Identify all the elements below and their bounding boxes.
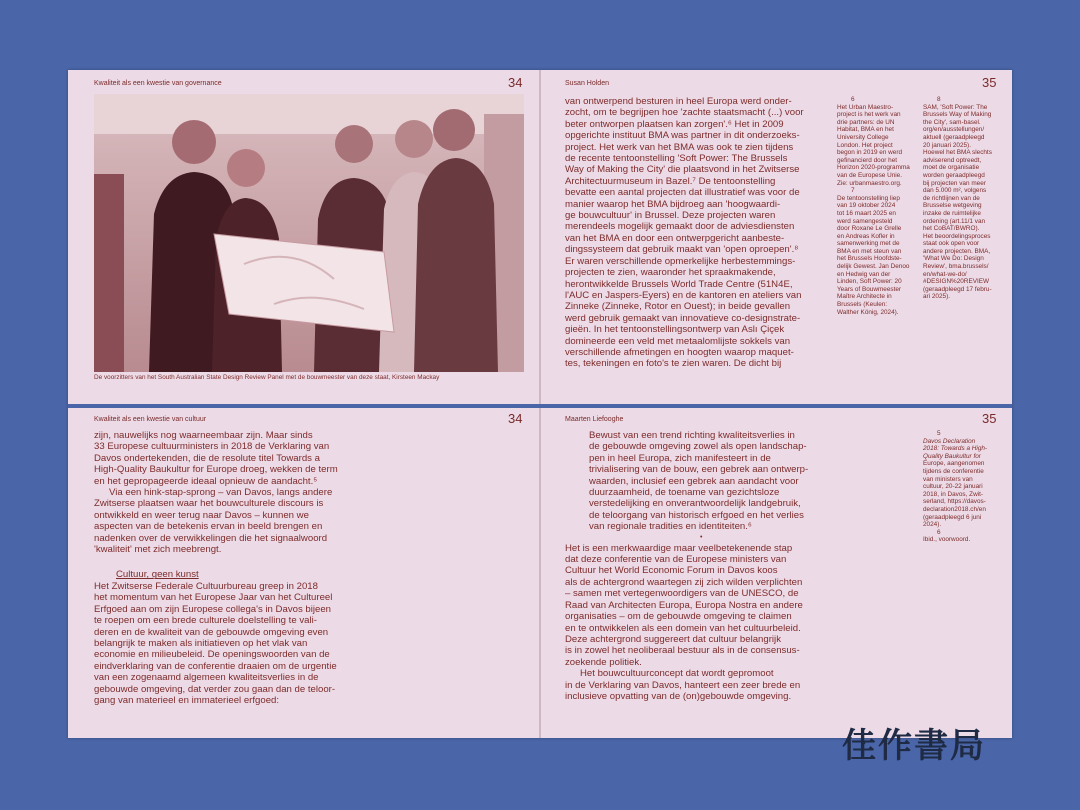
page-number: 35 bbox=[982, 75, 997, 90]
note-line: Habitat, BMA en het bbox=[837, 126, 894, 134]
text-line: Raad van Architecten Europa, Europa Nostra en andere bbox=[565, 599, 803, 611]
note-line: begon in 2019 en werd bbox=[837, 149, 903, 157]
running-head: Susan Holden bbox=[565, 80, 609, 87]
note-line: andere projecten. BMA, bbox=[923, 247, 991, 255]
footnotes-column bbox=[923, 430, 1009, 544]
text-line: Het is een merkwaardige maar veelbetekenende stap bbox=[565, 542, 793, 554]
text-line: en te ontwikkelen als een domein van het cultuurbeleid. bbox=[565, 622, 801, 634]
note-line: Review', bma.brussels/ bbox=[923, 263, 989, 271]
note-line: 5 bbox=[937, 430, 941, 437]
text-line: werd gebruik gemaakt van innovatieve co-designstrate- bbox=[565, 312, 801, 324]
note-line: 6 bbox=[851, 96, 855, 103]
text-line: verschillende afmetingen en hoogten waarop maquet- bbox=[565, 346, 794, 358]
note-line: De tentoonstelling liep bbox=[837, 194, 900, 202]
note-line: Het Urban Maestro- bbox=[837, 103, 894, 111]
text-line: l'AUC en Jaspers-Eyers) en de kantoren en ateliers van bbox=[565, 289, 802, 301]
running-head: Kwaliteit als een kwestie van cultuur bbox=[94, 416, 207, 423]
text-line: belangrijk te maken als initiatieven op het vlak van bbox=[94, 637, 308, 649]
footnotes-column-a bbox=[837, 96, 921, 316]
book-spread bbox=[68, 70, 1012, 738]
note-line: van de Europese Unie. bbox=[837, 171, 903, 179]
note-line: het Brussels Hoofdste- bbox=[837, 255, 902, 263]
body-text bbox=[565, 96, 835, 370]
text-line: merendeels mogelijk gemaakt door de adviesdiensten bbox=[565, 221, 795, 233]
photo-illustration bbox=[94, 94, 524, 372]
note-line: en/what-we-do/ bbox=[923, 270, 967, 278]
body-text bbox=[94, 430, 384, 706]
text-line: de recente tentoonstelling 'Soft Power: The Brussels bbox=[565, 153, 788, 165]
note-line: the City', sam-basel. bbox=[923, 118, 981, 126]
note-line: Years of Bouwmeester bbox=[837, 285, 902, 293]
text-line: de teloorgang van historisch erfgoed en het verlies bbox=[589, 509, 804, 521]
note-line: adviserend optreedt, bbox=[923, 156, 982, 164]
note-line: Maître Architecte in bbox=[837, 293, 892, 301]
note-line: door Roxane Le Grelle bbox=[837, 225, 902, 233]
text-line: in de Verklaring van Davos, hanteert een zeer brede en bbox=[565, 679, 801, 691]
note-line: 2018: Towards a High- bbox=[923, 445, 988, 453]
text-line: ge bouwcultuur' in Brussel. Deze projecten waren bbox=[565, 210, 776, 222]
note-line: van ministers van bbox=[923, 475, 973, 483]
text-line: en het gepropageerde ideaal opnieuw de aandacht.⁵ bbox=[94, 475, 318, 487]
text-line: gebouwde omgeving, dat verder zou gaan dan de teloor- bbox=[94, 683, 336, 695]
text-line: Way of Making the City' die plaatsvond in het Zwitserse bbox=[565, 164, 800, 176]
note-line: Brussels Way of Making bbox=[923, 111, 992, 119]
text-line: Bewust van een trend richting kwaliteitsverlies in bbox=[589, 430, 795, 441]
note-line: aktuell (geraadpleegd bbox=[923, 133, 985, 141]
section-separator: • bbox=[700, 533, 703, 541]
text-line: 'kwaliteit' met zich meebrengt. bbox=[94, 544, 222, 556]
text-line: Via een hink-stap-sprong – van Davos, langs andere bbox=[109, 487, 333, 499]
text-line: Zinneke (Zinneke, Rotor en Ouest); in beide gevallen bbox=[565, 301, 791, 313]
note-line: 'What We Do: Design bbox=[923, 255, 984, 263]
text-line: Erfgoed aan om zijn Europese collega's in Davos bijeen bbox=[94, 603, 332, 615]
text-line: opgerichte instituut BMA was partner in dit onderzoeks- bbox=[565, 130, 800, 142]
note-line: project is het werk van bbox=[837, 111, 901, 119]
note-line: 8 bbox=[937, 96, 941, 103]
bookstore-watermark: 佳作書局 bbox=[842, 726, 986, 766]
text-line: de gebouwde omgeving zowel als open landschap- bbox=[589, 441, 807, 453]
page-number: 34 bbox=[508, 411, 523, 426]
text-line: als de achtergrond waartegen zij zich wilden verplichten bbox=[565, 576, 803, 588]
text-line: tes, tekeningen en foto's te zien waren. De dicht bij bbox=[565, 358, 782, 370]
note-line: dan 5.000 m², volgens bbox=[923, 187, 987, 195]
text-line: zocht, om te begrijpen hoe 'zachte staatsmacht (...) voor bbox=[565, 107, 804, 119]
note-line: en Andreas Kofler in bbox=[837, 232, 895, 240]
note-line: 20 januari 2025). bbox=[923, 141, 971, 149]
note-line: serland, https://davos- bbox=[923, 498, 986, 506]
text-line: pen in heel Europa, zich manifesteert in de bbox=[589, 452, 771, 464]
note-line: Linden, Soft Power: 20 bbox=[837, 278, 902, 286]
text-line: 33 Europese cultuurministers in 2018 de Verklaring van bbox=[94, 441, 330, 453]
note-line: worden geraadpleegd bbox=[923, 171, 985, 179]
text-line: – samen met vertegenwoordigers van de UNESCO, de bbox=[565, 588, 799, 600]
text-line: het momentum van het Europese Jaar van het Cultureel bbox=[94, 592, 333, 604]
text-line: Davos ondertekenden, die de resolute titel Towards a bbox=[94, 452, 320, 464]
text-line: project. Het werk van het BMA was ook te zien tijdens bbox=[565, 141, 794, 153]
text-line: Zwitserse plaatsen waar het bouwculturele discours is bbox=[94, 498, 324, 510]
note-line: Ibid., voorwoord. bbox=[923, 536, 971, 544]
note-line: 2018, in Davos, Zwit- bbox=[923, 490, 984, 498]
text-line: verstedelijking en onverantwoordelijk landgebruik, bbox=[589, 498, 801, 510]
text-line: dat deze conferentie van de Europese ministers van bbox=[565, 554, 787, 566]
text-line: domineerde een veld met metaalomlijste sokkels van bbox=[565, 335, 791, 347]
text-line: van ontwerpend besturen in heel Europa werd onder- bbox=[565, 96, 792, 107]
note-line: #DESIGN%20REVIEW bbox=[923, 278, 990, 286]
text-line: Cultuur het World Economic Forum in Davos koos bbox=[565, 565, 778, 577]
text-line: deren en de kwaliteit van de gebouwde omgeving even bbox=[94, 626, 329, 638]
note-line: Europe, aangenomen bbox=[923, 460, 985, 468]
page-bottom-left bbox=[68, 408, 539, 738]
note-line: Walther König, 2024). bbox=[837, 308, 899, 316]
text-line: Het Zwitserse Federale Cultuurbureau greep in 2018 bbox=[94, 580, 318, 592]
text-line: Deze achtergrond suggereert dat cultuur belangrijk bbox=[565, 633, 781, 645]
note-line: ari 2025). bbox=[923, 293, 950, 301]
note-line: Hoewel het BMA slechts bbox=[923, 149, 992, 157]
text-line: Het bouwcultuurconcept dat wordt gepromoot bbox=[580, 668, 774, 680]
note-line: moet de organisatie bbox=[923, 164, 980, 172]
page-number: 34 bbox=[508, 75, 523, 90]
group-photo bbox=[94, 94, 524, 372]
note-line: SAM, 'Soft Power: The bbox=[923, 103, 988, 111]
note-line: staat ook open voor bbox=[923, 240, 980, 248]
running-head: Maarten Liefooghe bbox=[565, 416, 624, 423]
note-line: tot 16 maart 2025 en bbox=[837, 209, 896, 217]
page-top-left bbox=[68, 70, 539, 404]
text-line: projecten te zien, waaronder het spraakmakende, bbox=[565, 267, 776, 279]
note-line: cultuur, 20-22 januari bbox=[923, 483, 983, 491]
text-line: is in zowel het neoliberaal bestuur als in de consensus- bbox=[565, 645, 800, 657]
text-line: te roepen om een brede culturele doelstelling te vali- bbox=[94, 615, 317, 627]
text-line: gang van materieel en immaterieel erfgoed: bbox=[94, 694, 280, 706]
text-line: eindverklaring van de conferentie draaien om de urgentie bbox=[94, 660, 337, 672]
text-line: van het BMA en door een ontwerpgericht aanbeste- bbox=[565, 232, 785, 244]
note-line: en Hedwig van der bbox=[837, 270, 891, 278]
note-line: drie partners: de UN bbox=[837, 118, 895, 126]
note-line: (geraadpleegd 17 febru- bbox=[923, 285, 992, 293]
note-line: van 19 oktober 2024 bbox=[837, 202, 896, 210]
text-line: trivialisering van de bouw, een gebrek aan ontwerp- bbox=[589, 464, 809, 476]
text-line: Architectuurmuseum in Bazel.⁷ De tentoonstelling bbox=[565, 175, 776, 187]
text-line: zoekende politiek. bbox=[565, 656, 642, 668]
note-line: 7 bbox=[851, 187, 855, 195]
note-line: Quality Baukultur for bbox=[923, 452, 981, 460]
note-line: Zie: urbanmaestro.org. bbox=[837, 179, 902, 187]
text-line: High-Quality Baukultur for Europe droeg, wekken de term bbox=[94, 464, 338, 476]
text-line: herontwikkelde Brussels World Trade Centre (51N4E, bbox=[565, 278, 793, 290]
text-line: aspecten van de betekenis ervan in beeld brengen en bbox=[94, 521, 323, 533]
page-number: 35 bbox=[982, 411, 997, 426]
note-line: 2024). bbox=[923, 521, 942, 529]
page-top-right bbox=[541, 70, 1012, 404]
note-line: declaration2018.ch/en bbox=[923, 505, 986, 513]
text-line: bevatte een aantal projecten dat illustratief was voor de bbox=[565, 187, 800, 199]
note-line: delijk Gewest. Jan Denoo bbox=[837, 263, 910, 271]
block-quote bbox=[565, 430, 895, 533]
text-line: nadenken over de verwikkelingen die het signaalwoord bbox=[94, 532, 328, 544]
text-line: duurzaamheid, de toename van gezichtsloze bbox=[589, 487, 780, 499]
text-line: organisaties – om de gebouwde omgeving te claimen bbox=[565, 611, 792, 623]
text-line: beter ontworpen plaatsen kan zorgen'.⁶ Het in 2009 bbox=[565, 118, 784, 130]
note-line: Horizon 2020-programma bbox=[837, 164, 910, 172]
text-line: inclusieve opvatting van de (on)gebouwde omgeving. bbox=[565, 690, 792, 702]
note-line: London. Het project bbox=[837, 141, 893, 149]
text-line: manier waarop het BMA bijdroeg aan 'hoogwaardi- bbox=[565, 198, 781, 210]
note-line: org/en/ausstellungen/ bbox=[923, 126, 985, 134]
subheading-text: Cultuur, geen kunst bbox=[116, 569, 199, 581]
note-line: Het beoordelingsproces bbox=[923, 232, 991, 240]
note-line: (geraadpleegd 6 juni bbox=[923, 513, 982, 521]
footnotes-column-b bbox=[923, 96, 1009, 301]
text-line: van regionale tradities en identiteiten.⁶ bbox=[589, 521, 752, 533]
note-line: Davos Declaration bbox=[923, 437, 976, 445]
note-line: ordening (art.11/1 van bbox=[923, 217, 986, 225]
note-line: bij projecten van meer bbox=[923, 179, 986, 187]
note-line: inzake de ruimtelijke bbox=[923, 209, 981, 217]
note-line: het CoBAT/BWRO). bbox=[923, 225, 980, 233]
note-line: 6 bbox=[937, 528, 941, 536]
text-line: economie en milieubeleid. De openingswoorden van de bbox=[94, 649, 330, 661]
section-subheading bbox=[94, 569, 384, 580]
note-line: de richtlijnen van de bbox=[923, 194, 980, 202]
text-line: zijn, nauwelijks nog waarneembaar zijn. Maar sinds bbox=[94, 430, 313, 441]
text-line: van een zogenaamd algemeen kwaliteitsverlies in de bbox=[94, 672, 319, 684]
note-line: werd samengesteld bbox=[837, 217, 893, 225]
text-line: gieën. In het tentoonstellingsontwerp van Aslı Çiçek bbox=[565, 324, 785, 336]
text-line: ontwikkeld en weer terug naar Davos – kunnen we bbox=[94, 509, 309, 521]
body-text bbox=[565, 430, 895, 702]
running-head: Kwaliteit als een kwestie van governance bbox=[94, 80, 222, 87]
note-line: tijdens de conferentie bbox=[923, 467, 984, 475]
note-line: Brusselse wetgeving bbox=[923, 202, 982, 210]
note-line: samenwerking met de bbox=[837, 240, 900, 248]
text-line: dingssysteem dat gebruik maakt van 'open oproepen'.⁸ bbox=[565, 244, 799, 256]
page-bottom-right bbox=[541, 408, 1012, 738]
note-line: gefinancierd door het bbox=[837, 156, 898, 164]
note-line: Brussels (Keulen: bbox=[837, 301, 888, 309]
photo-caption: De voorzitters van het South Australian State Design Review Panel met de bouwmeester van deze staat, Kirsteen Mackay bbox=[94, 374, 440, 381]
note-line: BMA en met steun van bbox=[837, 247, 902, 255]
text-line: waarden, inclusief een gebrek aan aandacht voor bbox=[589, 475, 799, 487]
note-line: University College bbox=[837, 133, 889, 141]
text-line: Er waren verschillende opmerkelijke herbestemmings- bbox=[565, 255, 796, 267]
